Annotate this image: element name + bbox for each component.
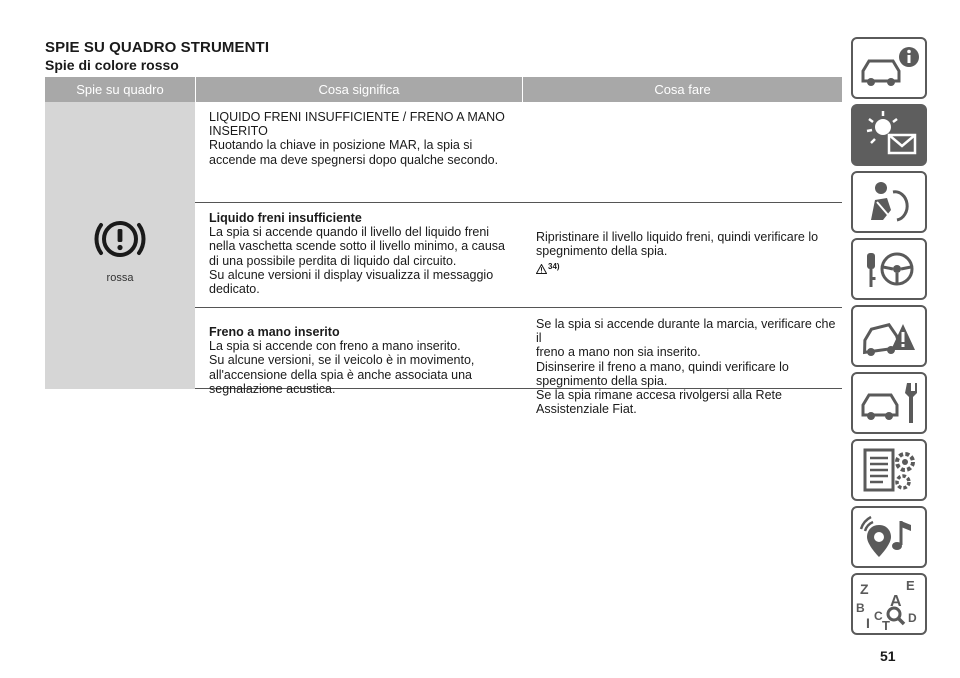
- index-letter: Z: [860, 581, 869, 597]
- tab-alphabetical-index[interactable]: [851, 573, 927, 635]
- meaning-line: LIQUIDO FRENI INSUFFICIENTE / FRENO A MANO: [209, 110, 505, 124]
- car-info-icon: [857, 43, 921, 93]
- page-heading: SPIE SU QUADRO STRUMENTI: [45, 39, 270, 56]
- tab-warning-lights[interactable]: [851, 104, 927, 166]
- tab-car-info[interactable]: [851, 37, 927, 99]
- action-line: Disinserire il freno a mano, quindi verificare lo: [536, 359, 789, 374]
- tab-maintenance[interactable]: [851, 372, 927, 434]
- action-cell: [522, 308, 842, 417]
- lamp-cell: [45, 102, 195, 389]
- meaning-line: La spia si accende con freno a mano inserito.: [209, 339, 461, 354]
- meaning-line: INSERITO: [209, 124, 268, 139]
- warning-triangle-icon: [536, 264, 547, 274]
- meaning-line: segnalazione acustica.: [209, 381, 336, 396]
- meaning-cell: [195, 203, 522, 307]
- page-number: 51: [880, 648, 896, 664]
- index-letter: T: [882, 618, 890, 632]
- car-emergency-icon: [857, 310, 921, 362]
- index-letter: C: [874, 609, 883, 623]
- meaning-cell: [195, 102, 522, 202]
- row-title: Liquido freni insufficiente: [209, 211, 362, 225]
- safety-airbag-icon: [857, 176, 921, 228]
- lamp-color-caption: rossa: [106, 271, 134, 284]
- action-cell: [522, 203, 842, 307]
- action-line: Se la spia rimane accesa rivolgersi alla Rete: [536, 388, 782, 403]
- meaning-line: all'accensione della spia è anche associata una: [209, 367, 472, 382]
- meaning-line: nella vaschetta scende sotto il livello minimo, a causa: [209, 239, 505, 254]
- tab-emergency[interactable]: [851, 305, 927, 367]
- meaning-line: La spia si accende quando il livello del liquido freni: [209, 225, 490, 240]
- key-steering-wheel-icon: [857, 243, 921, 295]
- header-action: Cosa fare: [522, 77, 842, 102]
- meaning-cell: [195, 308, 522, 396]
- table-row: [195, 308, 842, 417]
- index-letter: B: [856, 601, 865, 615]
- action-cell: [522, 102, 842, 202]
- meaning-line: accende ma deve spegnersi dopo qualche secondo.: [209, 152, 499, 167]
- action-line: freno a mano non sia inserito.: [536, 345, 701, 360]
- alphabetical-index-icon: [854, 576, 924, 632]
- index-letter: I: [866, 615, 870, 631]
- technical-data-icon: [857, 444, 921, 496]
- warning-lights-icon: [857, 109, 921, 161]
- warning-lights-table: [45, 77, 842, 417]
- action-line: spegnimento della spia.: [536, 243, 668, 258]
- index-letter: D: [908, 611, 917, 625]
- brake-warning-icon: [89, 208, 151, 270]
- table-row: [195, 102, 842, 203]
- tab-safety[interactable]: [851, 171, 927, 233]
- table-row: [195, 203, 842, 308]
- note-number: 34): [548, 262, 560, 272]
- tab-starting-driving[interactable]: [851, 238, 927, 300]
- meaning-line: dedicato.: [209, 282, 260, 297]
- meaning-line: Ruotando la chiave in posizione MAR, la spia si: [209, 138, 473, 153]
- meaning-line: Su alcune versioni il display visualizza il messaggio: [209, 267, 494, 282]
- note-reference: [536, 260, 842, 274]
- table-header: [45, 77, 842, 102]
- table-body: [45, 102, 842, 417]
- row-title: Freno a mano inserito: [209, 325, 340, 339]
- section-subheading: Spie di colore rosso: [45, 57, 179, 73]
- meaning-line: di una possibile perdita di liquido dal circuito.: [209, 253, 457, 268]
- multimedia-icon: [857, 511, 921, 563]
- index-letter: A: [890, 593, 902, 610]
- action-line: spegnimento della spia.: [536, 373, 668, 388]
- tab-multimedia[interactable]: [851, 506, 927, 568]
- meaning-line: Su alcune versioni, se il veicolo è in movimento,: [209, 353, 475, 368]
- index-letter: E: [906, 578, 915, 593]
- header-lamp: Spie su quadro: [76, 82, 164, 97]
- car-maintenance-icon: [857, 377, 921, 429]
- tab-technical-data[interactable]: [851, 439, 927, 501]
- header-meaning: Cosa significa: [195, 77, 522, 102]
- action-line: Assistenziale Fiat.: [536, 402, 637, 417]
- action-line: Se la spia si accende durante la marcia, verificare che il: [536, 317, 836, 346]
- action-line: Ripristinare il livello liquido freni, quindi verificare lo: [536, 229, 819, 244]
